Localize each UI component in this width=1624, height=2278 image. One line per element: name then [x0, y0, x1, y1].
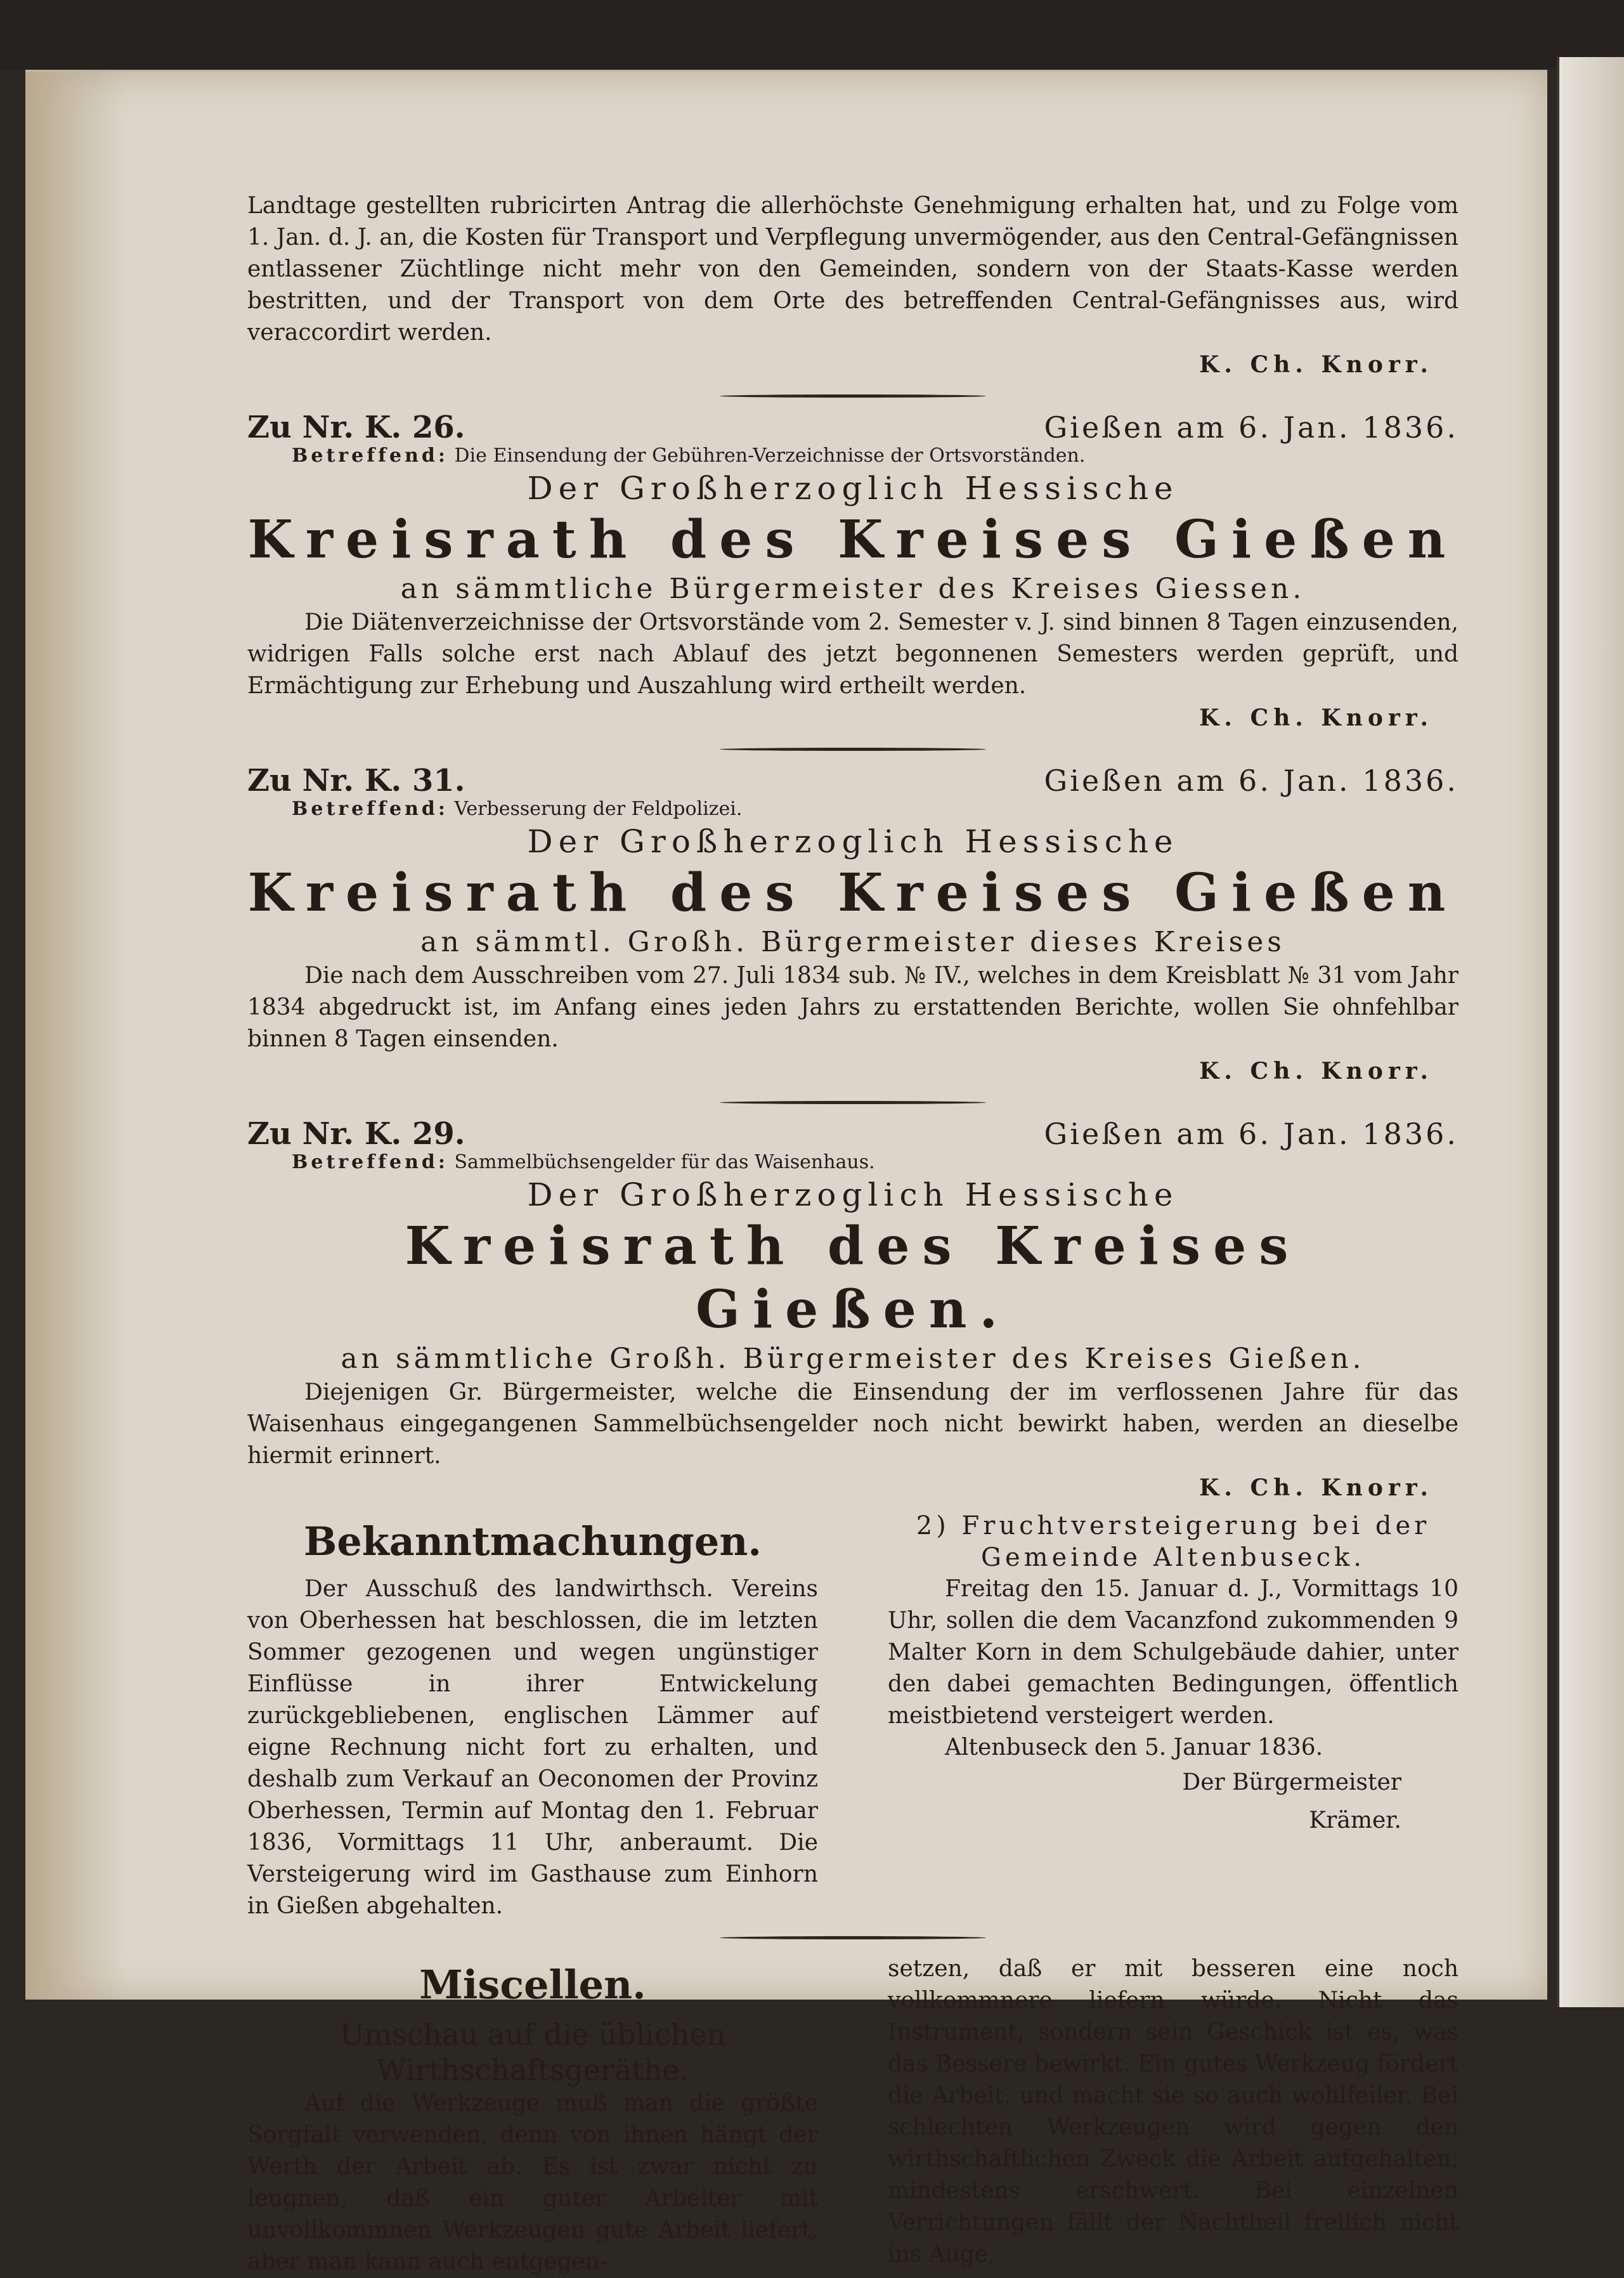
notice-subject: [292, 797, 1458, 822]
announcement-text: Freitag den 15. Januar d. J., Vormittags 10 Uhr, sollen die dem Vacanzfond zukommenden 9 Malter Korn in dem Schulgebäude dahier, unter den dabei gemachten Bedingungen, öffentlich meistbietend versteigert werden.: [888, 1576, 1458, 1729]
divider: [720, 1101, 986, 1104]
addressee: an sämmtl. Großh. Bürgermeister dieses Kreises: [420, 926, 1285, 958]
announcement-signature-role: Der Bürgermeister: [1182, 1769, 1401, 1795]
notice-signature: K. Ch. Knorr.: [1199, 705, 1433, 731]
notice-signature: K. Ch. Knorr.: [1199, 1058, 1433, 1084]
announcements-left-column: [247, 1510, 818, 1922]
authority-line-2: Kreisrath des Kreises Gießen.: [405, 1216, 1301, 1340]
authority-line-2: Kreisrath des Kreises Gießen: [247, 509, 1458, 570]
intro-signature: K. Ch. Knorr.: [1199, 351, 1433, 378]
miscellen-subheading: Umschau auf die üblichen Wirthschaftsgeräthe.: [339, 2017, 726, 2087]
notice-section: [247, 765, 1458, 1087]
miscellen-text: setzen, daß er mit besseren eine noch vollkommnere liefern würde. Nicht das Instrument, sondern sein Geschick ist es, was das Bessere bewirkt. Ein gutes Werkzeug fördert die Arbeit, und macht sie so auch wohlfeiler. Bei schlechten Werkzeugen wird gegen den wirthschaftlichen Zweck die Arbeit aufgehalten, mindestens erschwert. Bei einzelnen Verrichtungen fällt der Nachtheil freilich nicht ins Auge,: [888, 1956, 1458, 2267]
notice-reference: Zu Nr. K. 29.: [247, 1116, 465, 1152]
announcement-date: Altenbuseck den 5. Januar 1836.: [945, 1735, 1323, 1761]
notice-reference: Zu Nr. K. 26.: [247, 410, 465, 445]
notice-subject: [292, 1150, 1458, 1175]
notice-body: Die nach dem Ausschreiben vom 27. Juli 1834 sub. № IV., welches in dem Kreisblatt № 31 vom Jahr 1834 abgedruckt ist, im Anfang eines jeden Jahrs zu erstattenden Berichte, wollen Sie ohnfehlbar binnen 8 Tagen einsenden.: [247, 963, 1458, 1052]
subject-text: Sammelbüchsengelder für das Waisenhaus.: [454, 1151, 875, 1173]
notice-section: [247, 1118, 1458, 1504]
intro-text: Landtage gestellten rubricirten Antrag die allerhöchste Genehmigung erhalten hat, und zu Folge vom 1. Jan. d. J. an, die Kosten für Transport und Verpflegung unvermögender, aus den Central-Gefängnissen entlassener Züchtlinge nicht mehr von den Gemeinden, sondern von der Staats-Kasse werden bestritten, und der Transport von dem Orte des betreffenden Central-Gefängnisses aus, wird veraccordirt werden.: [247, 193, 1458, 346]
subject-text: Verbesserung der Feldpolizei.: [454, 798, 743, 820]
announcement-title: 2) Fruchtversteigerung bei der Gemeinde Altenbuseck.: [916, 1511, 1431, 1572]
subject-label: Betreffend:: [292, 1151, 448, 1173]
announcements-columns: [247, 1510, 1458, 1922]
announcements-heading: Bekanntmachungen.: [304, 1518, 762, 1565]
page-content: [247, 190, 1458, 2278]
notice-reference: Zu Nr. K. 31.: [247, 763, 465, 798]
notice-subject: [292, 443, 1458, 469]
addressee: an sämmtliche Großh. Bürgermeister des Kreises Gießen.: [341, 1343, 1365, 1375]
miscellen-columns: [247, 1953, 1458, 2278]
miscellen-left-column: [247, 1953, 818, 2278]
miscellen-right-column: [888, 1953, 1458, 2278]
subject-label: Betreffend:: [292, 445, 448, 467]
announcements-right-column: [888, 1510, 1458, 1922]
authority-line-1: Der Großherzoglich Hessische: [527, 470, 1179, 507]
announcement-text: Der Ausschuß des landwirthsch. Vereins von Oberhessen hat beschlossen, die im letzten Sommer gezogenen und wegen ungünstiger Einflüsse in ihrer Entwickelung zurückgebliebenen, englischen Lämmer auf eigne Rechnung nicht fort zu erhalten, und deshalb zum Verkauf an Oeconomen der Provinz Oberhessen, Termin auf Montag den 1. Februar 1836, Vormittags 11 Uhr, anberaumt. Die Versteigerung wird im Gasthause zum Einhorn in Gießen abgehalten.: [247, 1576, 818, 1919]
scan-background-top: [0, 0, 1624, 70]
subject-label: Betreffend:: [292, 798, 448, 820]
book-spine: [1557, 57, 1624, 2007]
notice-section: [247, 412, 1458, 734]
announcement-signature-name: Krämer.: [1309, 1807, 1401, 1833]
authority-line-2: Kreisrath des Kreises Gießen: [247, 862, 1458, 923]
notice-place-date: Gießen am 6. Jan. 1836.: [1044, 410, 1458, 445]
divider: [720, 748, 986, 751]
divider: [720, 1936, 986, 1939]
authority-line-1: Der Großherzoglich Hessische: [527, 823, 1179, 860]
miscellen-heading: Miscellen.: [419, 1962, 646, 2008]
notice-body: Die Diätenverzeichnisse der Ortsvorstände vom 2. Semester v. J. sind binnen 8 Tagen einzusenden, widrigen Falls solche erst nach Ablauf des jetzt begonnenen Semesters werden geprüft, und Ermächtigung zur Erhebung und Auszahlung wird ertheilt werden.: [247, 609, 1458, 699]
notice-place-date: Gießen am 6. Jan. 1836.: [1044, 1117, 1458, 1151]
subject-text: Die Einsendung der Gebühren-Verzeichnisse der Ortsvorständen.: [454, 445, 1086, 467]
divider: [720, 394, 986, 398]
notice-signature: K. Ch. Knorr.: [1199, 1474, 1433, 1501]
addressee: an sämmtliche Bürgermeister des Kreises Giessen.: [400, 573, 1306, 605]
notice-body: Diejenigen Gr. Bürgermeister, welche die Einsendung der im verflossenen Jahre für das Waisenhaus eingegangenen Sammelbüchsengelder noch nicht bewirkt haben, werden an dieselbe hiermit erinnert.: [247, 1379, 1458, 1469]
authority-line-1: Der Großherzoglich Hessische: [527, 1176, 1179, 1213]
miscellen-text: Auf die Werkzeuge muß man die größte Sorgfalt verwenden, denn von ihnen hängt der Werth der Arbeit ab. Es ist zwar nicht zu leugnen, daß ein guter Arbeiter mit unvollkommnen Werkzeugen gute Arbeit liefert, aber man kann auch entgegen-: [247, 2090, 818, 2275]
notice-place-date: Gießen am 6. Jan. 1836.: [1044, 764, 1458, 798]
